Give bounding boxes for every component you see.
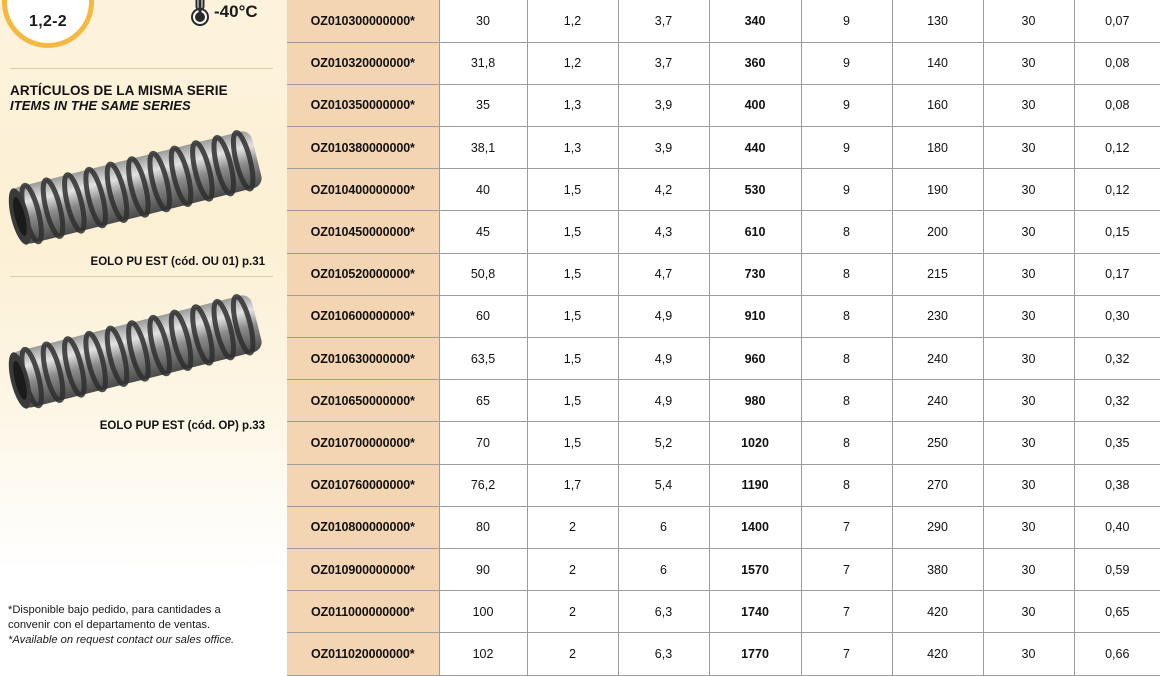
cell-value-4: 400 xyxy=(709,84,801,126)
cell-value-4: 910 xyxy=(709,295,801,337)
cell-value-2: 1,5 xyxy=(527,253,618,295)
cell-value-3: 3,9 xyxy=(618,127,709,169)
cell-value-5: 9 xyxy=(801,0,892,42)
cell-value-8: 0,40 xyxy=(1074,506,1160,548)
cell-value-5: 8 xyxy=(801,464,892,506)
table-row xyxy=(287,380,1160,422)
cell-value-2: 2 xyxy=(527,548,618,590)
cell-value-1: 65 xyxy=(439,380,527,422)
cell-value-7: 30 xyxy=(983,127,1074,169)
cell-value-6: 200 xyxy=(892,211,983,253)
cell-value-1: 100 xyxy=(439,591,527,633)
cell-value-7: 30 xyxy=(983,169,1074,211)
cell-value-1: 90 xyxy=(439,548,527,590)
cell-article-code: OZ010630000000* xyxy=(287,338,439,380)
cell-value-1: 40 xyxy=(439,169,527,211)
cell-value-7: 30 xyxy=(983,0,1074,42)
cell-value-3: 4,9 xyxy=(618,380,709,422)
cell-value-2: 1,7 xyxy=(527,464,618,506)
cell-value-8: 0,65 xyxy=(1074,591,1160,633)
cell-value-4: 1190 xyxy=(709,464,801,506)
hose-image-2 xyxy=(6,285,277,418)
cell-value-8: 0,08 xyxy=(1074,42,1160,84)
cell-value-5: 9 xyxy=(801,127,892,169)
table-row xyxy=(287,591,1160,633)
cell-value-4: 1020 xyxy=(709,422,801,464)
footnote-line-1: *Disponible bajo pedido, para cantidades a xyxy=(8,603,221,616)
cell-value-5: 7 xyxy=(801,506,892,548)
table-row xyxy=(287,338,1160,380)
cell-value-5: 8 xyxy=(801,253,892,295)
footnote-line-2: convenir con el departamento de ventas. xyxy=(8,618,211,631)
cell-value-8: 0,08 xyxy=(1074,84,1160,126)
cell-article-code: OZ010320000000* xyxy=(287,42,439,84)
cell-article-code: OZ010600000000* xyxy=(287,295,439,337)
cell-value-2: 1,3 xyxy=(527,84,618,126)
cell-value-1: 60 xyxy=(439,295,527,337)
cell-value-1: 50,8 xyxy=(439,253,527,295)
cell-value-6: 240 xyxy=(892,380,983,422)
cell-value-5: 8 xyxy=(801,211,892,253)
cell-value-1: 30 xyxy=(439,0,527,42)
table-row xyxy=(287,295,1160,337)
cell-value-3: 3,9 xyxy=(618,84,709,126)
cell-article-code: OZ010450000000* xyxy=(287,211,439,253)
cell-value-4: 360 xyxy=(709,42,801,84)
cell-value-8: 0,15 xyxy=(1074,211,1160,253)
table-row xyxy=(287,633,1160,675)
cell-value-8: 0,12 xyxy=(1074,127,1160,169)
cell-value-5: 7 xyxy=(801,633,892,675)
cell-value-1: 63,5 xyxy=(439,338,527,380)
series-heading xyxy=(10,83,287,113)
cell-value-6: 420 xyxy=(892,633,983,675)
cell-value-1: 35 xyxy=(439,84,527,126)
cell-article-code: OZ010520000000* xyxy=(287,253,439,295)
cell-value-6: 140 xyxy=(892,42,983,84)
cell-value-7: 30 xyxy=(983,591,1074,633)
cell-value-7: 30 xyxy=(983,211,1074,253)
cell-value-6: 160 xyxy=(892,84,983,126)
cell-value-5: 9 xyxy=(801,42,892,84)
cell-value-6: 250 xyxy=(892,422,983,464)
cell-value-4: 980 xyxy=(709,380,801,422)
cell-value-4: 530 xyxy=(709,169,801,211)
cell-value-7: 30 xyxy=(983,506,1074,548)
cell-article-code: OZ010700000000* xyxy=(287,422,439,464)
series-heading-es: ARTÍCULOS DE LA MISMA SERIE xyxy=(10,83,228,98)
cell-value-8: 0,12 xyxy=(1074,169,1160,211)
cell-value-8: 0,59 xyxy=(1074,548,1160,590)
cell-value-3: 4,9 xyxy=(618,338,709,380)
footnote xyxy=(8,603,278,648)
cell-value-5: 7 xyxy=(801,591,892,633)
thickness-badge xyxy=(2,0,94,48)
cell-value-3: 3,7 xyxy=(618,0,709,42)
cell-value-5: 8 xyxy=(801,338,892,380)
cell-value-1: 45 xyxy=(439,211,527,253)
cell-article-code: OZ011020000000* xyxy=(287,633,439,675)
cell-value-4: 1770 xyxy=(709,633,801,675)
cell-value-2: 2 xyxy=(527,506,618,548)
cell-value-2: 1,3 xyxy=(527,127,618,169)
cell-article-code: OZ010800000000* xyxy=(287,506,439,548)
cell-value-6: 230 xyxy=(892,295,983,337)
cell-value-4: 1570 xyxy=(709,548,801,590)
table-row xyxy=(287,422,1160,464)
cell-value-6: 215 xyxy=(892,253,983,295)
cell-article-code: OZ010760000000* xyxy=(287,464,439,506)
cell-value-4: 1400 xyxy=(709,506,801,548)
cell-value-7: 30 xyxy=(983,84,1074,126)
spec-table xyxy=(287,0,1160,676)
cell-value-1: 31,8 xyxy=(439,42,527,84)
cell-article-code: OZ010350000000* xyxy=(287,84,439,126)
cell-value-1: 76,2 xyxy=(439,464,527,506)
cell-value-6: 380 xyxy=(892,548,983,590)
cell-value-8: 0,32 xyxy=(1074,338,1160,380)
cell-value-3: 3,7 xyxy=(618,42,709,84)
cell-value-7: 30 xyxy=(983,380,1074,422)
cell-value-1: 80 xyxy=(439,506,527,548)
cell-article-code: OZ010650000000* xyxy=(287,380,439,422)
cell-value-7: 30 xyxy=(983,548,1074,590)
cell-value-2: 2 xyxy=(527,633,618,675)
cell-value-5: 7 xyxy=(801,548,892,590)
cell-value-6: 290 xyxy=(892,506,983,548)
table-row xyxy=(287,169,1160,211)
cell-value-2: 2 xyxy=(527,591,618,633)
cell-article-code: OZ010300000000* xyxy=(287,0,439,42)
cell-value-3: 5,4 xyxy=(618,464,709,506)
table-row xyxy=(287,548,1160,590)
cell-value-8: 0,38 xyxy=(1074,464,1160,506)
cell-value-3: 5,2 xyxy=(618,422,709,464)
table-row xyxy=(287,506,1160,548)
thermometer-icon xyxy=(190,0,210,28)
cell-value-5: 8 xyxy=(801,422,892,464)
cell-value-2: 1,5 xyxy=(527,380,618,422)
cell-value-6: 190 xyxy=(892,169,983,211)
cell-value-5: 8 xyxy=(801,380,892,422)
badges-row xyxy=(0,0,287,44)
cell-article-code: OZ010380000000* xyxy=(287,127,439,169)
cell-value-4: 730 xyxy=(709,253,801,295)
series-item-1[interactable] xyxy=(0,121,287,268)
cell-value-4: 340 xyxy=(709,0,801,42)
spec-table-container xyxy=(287,0,1160,661)
cell-value-6: 180 xyxy=(892,127,983,169)
cell-value-8: 0,32 xyxy=(1074,380,1160,422)
panel-divider-middle xyxy=(10,276,273,277)
cell-value-2: 1,5 xyxy=(527,338,618,380)
cell-value-3: 4,7 xyxy=(618,253,709,295)
series-item-2-caption: EOLO PUP EST (cód. OP) p.33 xyxy=(99,420,265,432)
footnote-line-3: *Available on request contact our sales office. xyxy=(8,633,235,646)
cell-value-8: 0,66 xyxy=(1074,633,1160,675)
cell-value-6: 130 xyxy=(892,0,983,42)
cell-value-1: 102 xyxy=(439,633,527,675)
cell-value-3: 4,3 xyxy=(618,211,709,253)
cell-value-2: 1,5 xyxy=(527,211,618,253)
cell-value-7: 30 xyxy=(983,42,1074,84)
cell-value-5: 8 xyxy=(801,295,892,337)
series-item-2[interactable] xyxy=(0,285,287,432)
cell-article-code: OZ010400000000* xyxy=(287,169,439,211)
cell-value-7: 30 xyxy=(983,295,1074,337)
cell-value-3: 6 xyxy=(618,506,709,548)
cell-value-4: 960 xyxy=(709,338,801,380)
panel-divider-top xyxy=(10,68,273,69)
temperature-block xyxy=(190,0,258,28)
cell-value-4: 1740 xyxy=(709,591,801,633)
cell-value-1: 70 xyxy=(439,422,527,464)
cell-value-8: 0,35 xyxy=(1074,422,1160,464)
cell-value-5: 9 xyxy=(801,84,892,126)
left-info-panel xyxy=(0,0,287,650)
table-row xyxy=(287,464,1160,506)
cell-value-1: 38,1 xyxy=(439,127,527,169)
table-row xyxy=(287,84,1160,126)
series-item-1-caption: EOLO PU EST (cód. OU 01) p.31 xyxy=(90,256,265,268)
cell-value-6: 420 xyxy=(892,591,983,633)
cell-value-3: 6,3 xyxy=(618,591,709,633)
thickness-badge-value: 1,2-2 xyxy=(29,13,67,30)
cell-value-7: 30 xyxy=(983,338,1074,380)
table-row xyxy=(287,0,1160,42)
cell-value-7: 30 xyxy=(983,633,1074,675)
cell-value-7: 30 xyxy=(983,464,1074,506)
cell-value-3: 6 xyxy=(618,548,709,590)
cell-article-code: OZ011000000000* xyxy=(287,591,439,633)
cell-value-5: 9 xyxy=(801,169,892,211)
cell-article-code: OZ010900000000* xyxy=(287,548,439,590)
table-row xyxy=(287,253,1160,295)
table-row xyxy=(287,42,1160,84)
cell-value-2: 1,2 xyxy=(527,42,618,84)
cell-value-6: 270 xyxy=(892,464,983,506)
hose-image-1 xyxy=(6,121,277,254)
cell-value-8: 0,17 xyxy=(1074,253,1160,295)
series-heading-en: ITEMS IN THE SAME SERIES xyxy=(10,98,191,113)
cell-value-8: 0,07 xyxy=(1074,0,1160,42)
temperature-value: -40°C xyxy=(214,2,258,21)
table-row xyxy=(287,127,1160,169)
cell-value-3: 6,3 xyxy=(618,633,709,675)
cell-value-2: 1,2 xyxy=(527,0,618,42)
table-row xyxy=(287,211,1160,253)
cell-value-7: 30 xyxy=(983,422,1074,464)
cell-value-2: 1,5 xyxy=(527,295,618,337)
cell-value-4: 440 xyxy=(709,127,801,169)
cell-value-7: 30 xyxy=(983,253,1074,295)
cell-value-8: 0,30 xyxy=(1074,295,1160,337)
cell-value-3: 4,9 xyxy=(618,295,709,337)
cell-value-3: 4,2 xyxy=(618,169,709,211)
cell-value-4: 610 xyxy=(709,211,801,253)
cell-value-6: 240 xyxy=(892,338,983,380)
cell-value-2: 1,5 xyxy=(527,169,618,211)
cell-value-2: 1,5 xyxy=(527,422,618,464)
